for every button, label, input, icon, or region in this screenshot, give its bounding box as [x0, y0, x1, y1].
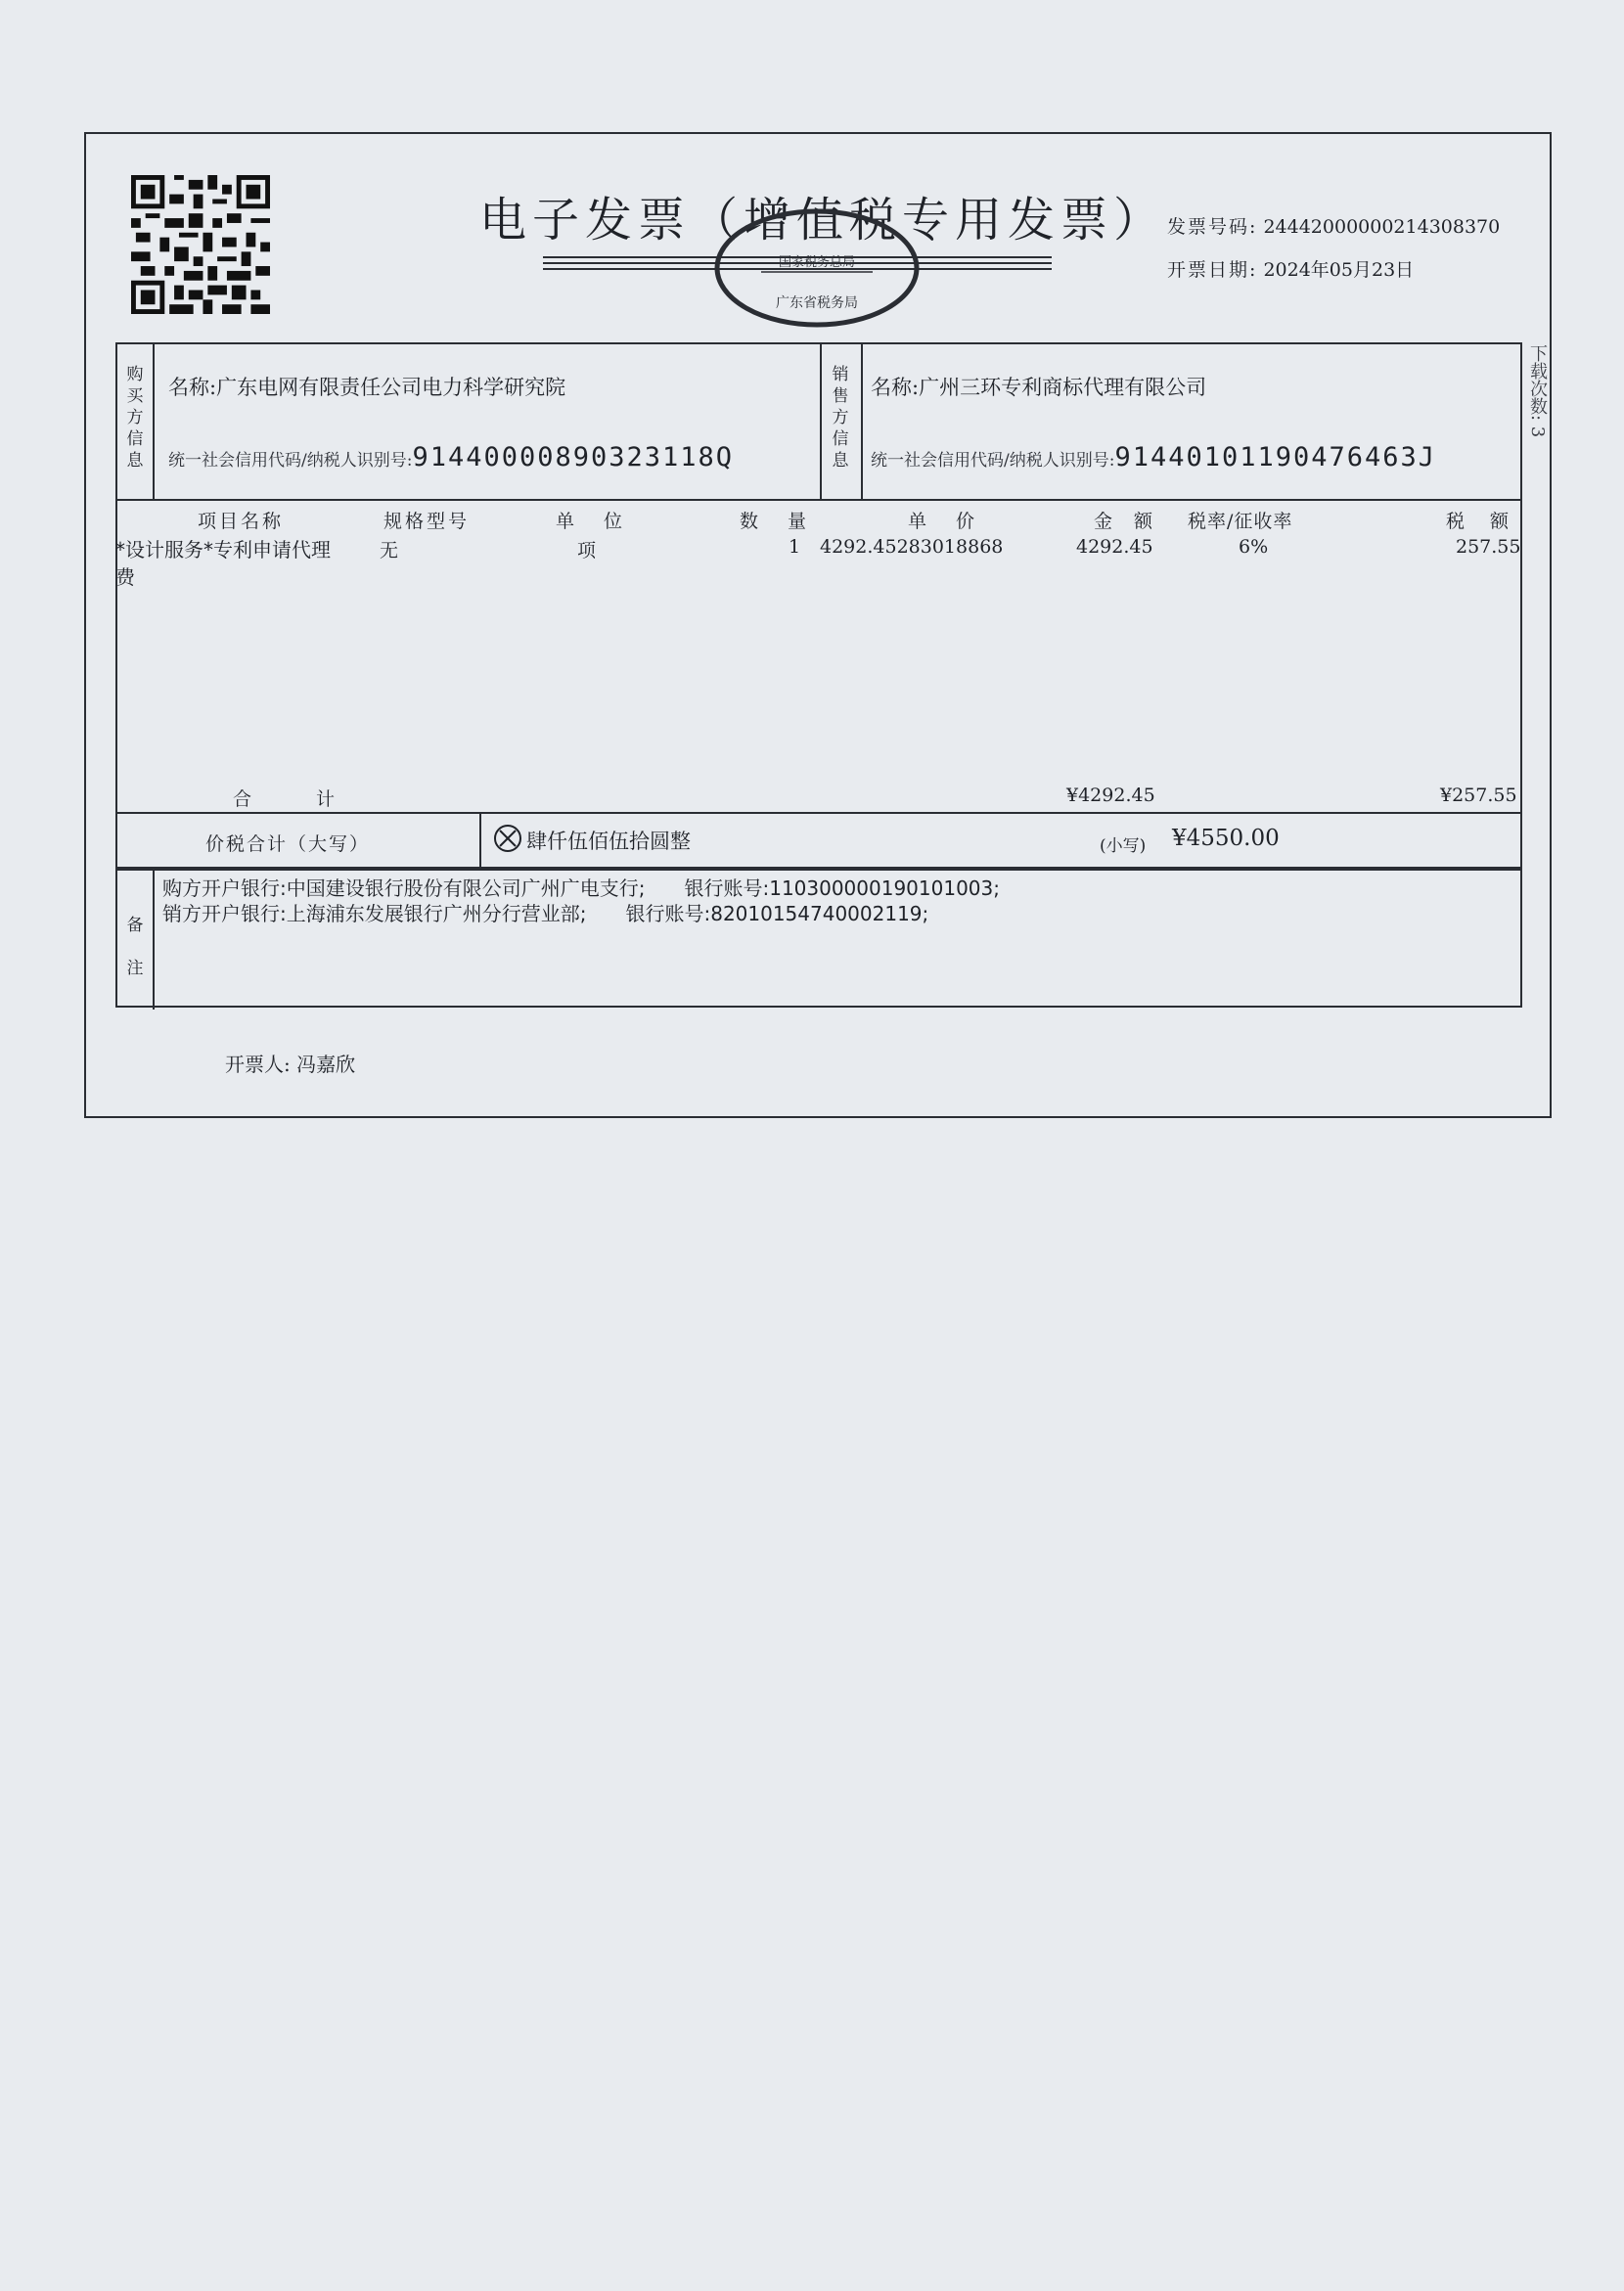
remarks-line1: 购方开户银行:中国建设银行股份有限公司广州广电支行; 银行账号:110300000190101003;	[162, 876, 1000, 900]
item-qty: 1	[789, 536, 801, 558]
seal-top-text: 国家税务总局	[778, 255, 856, 270]
invoice-number	[1167, 212, 1500, 239]
seller-name	[871, 372, 1206, 401]
invoice-number-value: 24442000000214308370	[1263, 216, 1501, 238]
invoice-table	[115, 342, 1522, 1008]
remarks-section-label: 备 注	[126, 916, 144, 978]
header-tax: 税 额	[1446, 511, 1519, 532]
invoice-number-label: 发票号码:	[1167, 216, 1258, 238]
buyer-section-label: 购 买 方 信 息	[126, 365, 144, 471]
header-amount: 金 额	[1094, 511, 1161, 532]
seller-tax-id-label: 统一社会信用代码/纳税人识别号:	[871, 451, 1115, 471]
grand-total-small-label: (小写)	[1100, 836, 1147, 856]
buyer-name	[168, 372, 565, 401]
item-price: 4292.45283018868	[820, 536, 1004, 558]
circled-x-icon	[493, 824, 522, 853]
header-qty: 数 量	[740, 511, 819, 532]
header-rate: 税率/征收率	[1188, 511, 1293, 532]
buyer-name-value: 广东电网有限责任公司电力科学研究院	[216, 376, 566, 399]
item-unit: 项	[577, 540, 597, 562]
item-tax: 257.55	[1456, 536, 1521, 558]
drawer-name: 冯嘉欣	[296, 1053, 356, 1076]
official-seal	[712, 207, 923, 330]
buyer-name-label: 名称:	[168, 376, 217, 399]
item-name-line2: 费	[115, 565, 135, 589]
total-label: 合 计	[233, 788, 336, 810]
buyer-tax-id	[168, 442, 734, 472]
drawer-label: 开票人:	[225, 1053, 291, 1076]
seller-tax-id-value: 91440101190476463J	[1114, 442, 1437, 472]
seller-name-value: 广州三环专利商标代理有限公司	[919, 376, 1207, 399]
item-name-line1: *设计服务*专利申请代理	[115, 538, 331, 562]
invoice-drawer	[225, 1049, 355, 1077]
invoice-date-value: 2024年05月23日	[1263, 259, 1415, 281]
seller-name-label: 名称:	[871, 376, 920, 399]
buyer-tax-id-label: 统一社会信用代码/纳税人识别号:	[168, 451, 413, 471]
seller-tax-id	[871, 442, 1436, 472]
remarks-line2: 销方开户银行:上海浦东发展银行广州分行营业部; 银行账号:82010154740002119;	[162, 902, 929, 925]
item-spec: 无	[380, 540, 399, 562]
invoice-date	[1167, 255, 1414, 282]
total-tax: ¥257.55	[1440, 785, 1517, 806]
seller-section-label: 销 售 方 信 息	[832, 365, 849, 471]
grand-total-number: ¥4550.00	[1172, 826, 1280, 851]
qr-code-icon	[131, 174, 270, 315]
item-amount: 4292.45	[1076, 536, 1153, 558]
seal-bottom-text: 广东省税务局	[776, 295, 858, 311]
buyer-tax-id-value: 91440000890323118Q	[412, 442, 735, 472]
grand-total-words: 肆仟伍佰伍拾圆整	[526, 830, 691, 853]
header-unit: 单 位	[556, 511, 635, 532]
grand-total-label: 价税合计（大写）	[205, 833, 371, 855]
header-price: 单 价	[908, 511, 987, 532]
total-amount: ¥4292.45	[1066, 785, 1155, 806]
invoice-title: 电子发票（增值税专用发票）	[479, 193, 1167, 247]
header-spec: 规格型号	[383, 511, 471, 532]
invoice-date-label: 开票日期:	[1167, 259, 1258, 281]
item-rate: 6%	[1239, 536, 1269, 558]
download-count-note: 下载次数: 3	[1527, 344, 1548, 438]
header-item-name: 项目名称	[198, 511, 285, 532]
